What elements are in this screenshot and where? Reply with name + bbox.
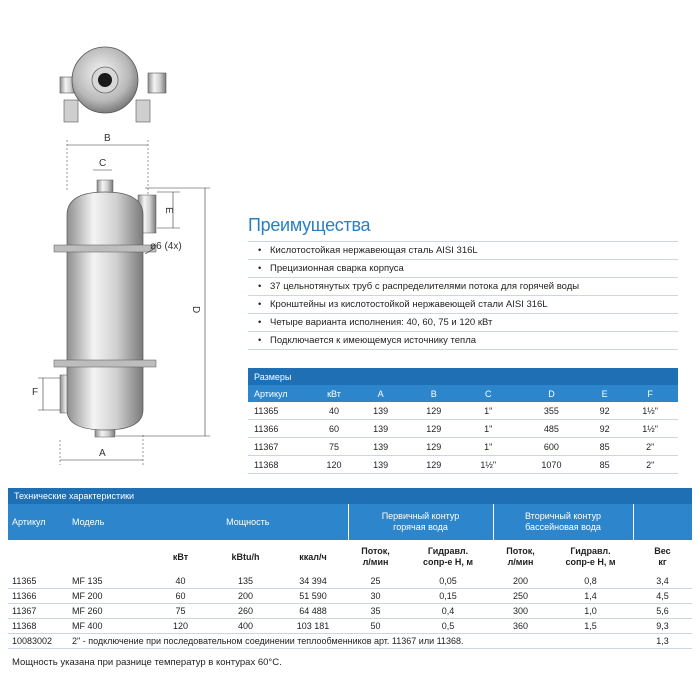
- advantage-item: [248, 278, 678, 296]
- table-row: [248, 456, 678, 474]
- cell: MF 260: [68, 604, 148, 619]
- dim-c-label: C: [99, 158, 107, 169]
- cell: 75: [314, 438, 354, 456]
- cell: 1,5: [548, 619, 633, 634]
- cell: 129: [407, 420, 460, 438]
- note-article: 10083002: [8, 634, 68, 649]
- cell: 139: [354, 402, 407, 420]
- dim-d-label: D: [190, 306, 201, 314]
- table-row: [8, 604, 692, 619]
- col-header: E: [587, 385, 622, 402]
- note-row: [8, 634, 692, 649]
- vessel-body: [54, 180, 156, 437]
- subheader-weight: Вес кг: [654, 546, 671, 567]
- bullet-icon: •: [258, 263, 262, 274]
- cell: 120: [148, 619, 213, 634]
- note-text: 2" - подключение при последовательном соединении теплообменников арт. 11367 или 11368.: [68, 634, 633, 649]
- col-header: A: [354, 385, 407, 402]
- dim-f-label: F: [32, 387, 39, 398]
- advantage-text: Четыре варианта исполнения: 40, 60, 75 и 120 кВт: [270, 317, 493, 328]
- cell: 600: [516, 438, 587, 456]
- cell: 11365: [248, 402, 314, 420]
- cell: 11365: [8, 574, 68, 589]
- cell: 1": [460, 420, 516, 438]
- cell: 35: [348, 604, 403, 619]
- bullet-icon: •: [258, 317, 262, 328]
- cell: 1070: [516, 456, 587, 474]
- cell: 1½": [622, 402, 678, 420]
- col-header-model: Модель: [68, 504, 148, 540]
- advantage-text: Кронштейны из кислотостойкой нержавеющей стали AISI 316L: [270, 299, 548, 310]
- cell: 1½": [622, 420, 678, 438]
- cell: 2": [622, 438, 678, 456]
- advantage-item: [248, 296, 678, 314]
- cell: 40: [314, 402, 354, 420]
- table-row: [248, 420, 678, 438]
- cell: 64 488: [278, 604, 348, 619]
- cell: 60: [314, 420, 354, 438]
- cell: 0,05: [403, 574, 493, 589]
- advantages-list: [248, 241, 678, 350]
- cell: 92: [587, 402, 622, 420]
- top-view: [60, 47, 166, 122]
- cell: 360: [493, 619, 548, 634]
- bullet-icon: •: [258, 245, 262, 256]
- advantage-text: Прецизионная сварка корпуса: [270, 263, 404, 274]
- cell: 1": [460, 438, 516, 456]
- col-header-article: Артикул: [8, 504, 68, 540]
- subheader-kw: кВт: [172, 552, 189, 562]
- advantages-title: Преимущества: [248, 215, 371, 235]
- cell: 40: [148, 574, 213, 589]
- table-row: [8, 619, 692, 634]
- subheader-flow-primary: Поток, л/мин: [361, 546, 390, 567]
- cell: 200: [493, 574, 548, 589]
- cell: 2": [622, 456, 678, 474]
- subheader-kbtu: kBtu/h: [231, 552, 260, 562]
- subheader-resistance-primary: Гидравл. сопр-е H, м: [422, 546, 474, 567]
- advantage-text: Кислотостойкая нержавеющая сталь AISI 316L: [270, 245, 478, 256]
- cell: 92: [587, 420, 622, 438]
- col-header-primary: Первичный контур горячая вода: [348, 504, 493, 540]
- cell: 4,5: [633, 589, 692, 604]
- advantage-item: [248, 260, 678, 278]
- cell: 25: [348, 574, 403, 589]
- col-header-secondary: Вторичный контур бассейновая вода: [493, 504, 633, 540]
- col-header: кВт: [314, 385, 354, 402]
- cell: 11367: [248, 438, 314, 456]
- cell: 129: [407, 402, 460, 420]
- cell: 300: [493, 604, 548, 619]
- col-header: F: [622, 385, 678, 402]
- cell: 129: [407, 456, 460, 474]
- advantage-text: 37 цельнотянутых труб с распределителями потока для горячей воды: [270, 281, 580, 292]
- cell: 120: [314, 456, 354, 474]
- advantage-item: [248, 241, 678, 260]
- cell: MF 135: [68, 574, 148, 589]
- advantage-item: [248, 332, 678, 350]
- cell: 3,4: [633, 574, 692, 589]
- cell: 5,6: [633, 604, 692, 619]
- col-header-power: Мощность: [148, 504, 348, 540]
- dim-b-label: B: [104, 133, 111, 144]
- col-header: D: [516, 385, 587, 402]
- cell: 11366: [248, 420, 314, 438]
- subheader-empty: [68, 540, 148, 574]
- table-row: [248, 438, 678, 456]
- cell: 1,0: [548, 604, 633, 619]
- cell: 400: [213, 619, 278, 634]
- cell: MF 200: [68, 589, 148, 604]
- advantage-text: Подключается к имеющемуся источнику тепла: [270, 335, 477, 346]
- cell: 129: [407, 438, 460, 456]
- cell: 139: [354, 456, 407, 474]
- bullet-icon: •: [258, 335, 262, 346]
- col-header: Артикул: [248, 385, 314, 402]
- subheader-resistance-secondary: Гидравл. сопр-е H, м: [565, 546, 616, 567]
- cell: 260: [213, 604, 278, 619]
- table-row: [8, 589, 692, 604]
- cell: MF 400: [68, 619, 148, 634]
- cell: 75: [148, 604, 213, 619]
- cell: 135: [213, 574, 278, 589]
- cell: 11367: [8, 604, 68, 619]
- cell: 85: [587, 438, 622, 456]
- table-row: [8, 574, 692, 589]
- dimensions-table: [248, 368, 678, 474]
- bullet-icon: •: [258, 281, 262, 292]
- tech-specs-table: [8, 488, 692, 649]
- cell: 139: [354, 420, 407, 438]
- cell: 51 590: [278, 589, 348, 604]
- col-header: B: [407, 385, 460, 402]
- cell: 11368: [248, 456, 314, 474]
- cell: 30: [348, 589, 403, 604]
- cell: 34 394: [278, 574, 348, 589]
- subheader-kcal: ккал/ч: [299, 552, 327, 562]
- cell: 50: [348, 619, 403, 634]
- cell: 11368: [8, 619, 68, 634]
- cell: 1": [460, 402, 516, 420]
- bullet-icon: •: [258, 299, 262, 310]
- subheader-flow-secondary: Поток, л/мин: [506, 546, 535, 567]
- cell: 0,4: [403, 604, 493, 619]
- tech-caption: Технические характеристики: [8, 488, 692, 504]
- dim-e-label: E: [163, 207, 174, 214]
- footnote: Мощность указана при разнице температур в контурах 60°C.: [12, 657, 282, 668]
- subheader-empty: [8, 540, 68, 574]
- table-row: [248, 402, 678, 420]
- cell: 1,4: [548, 589, 633, 604]
- cell: 9,3: [633, 619, 692, 634]
- cell: 0,15: [403, 589, 493, 604]
- cell: 485: [516, 420, 587, 438]
- cell: 250: [493, 589, 548, 604]
- dimensions-caption: Размеры: [248, 368, 678, 385]
- advantage-item: [248, 314, 678, 332]
- note-weight: 1,3: [633, 634, 692, 649]
- cell: 1½": [460, 456, 516, 474]
- cell: 11366: [8, 589, 68, 604]
- cell: 0,8: [548, 574, 633, 589]
- dim-a-label: A: [99, 448, 106, 459]
- col-header-empty: [633, 504, 692, 540]
- hole-label: ø6 (4x): [150, 241, 182, 252]
- cell: 60: [148, 589, 213, 604]
- cell: 103 181: [278, 619, 348, 634]
- cell: 85: [587, 456, 622, 474]
- cell: 0,5: [403, 619, 493, 634]
- cell: 355: [516, 402, 587, 420]
- cell: 139: [354, 438, 407, 456]
- col-header: C: [460, 385, 516, 402]
- cell: 200: [213, 589, 278, 604]
- heat-exchanger-drawing: [20, 40, 240, 480]
